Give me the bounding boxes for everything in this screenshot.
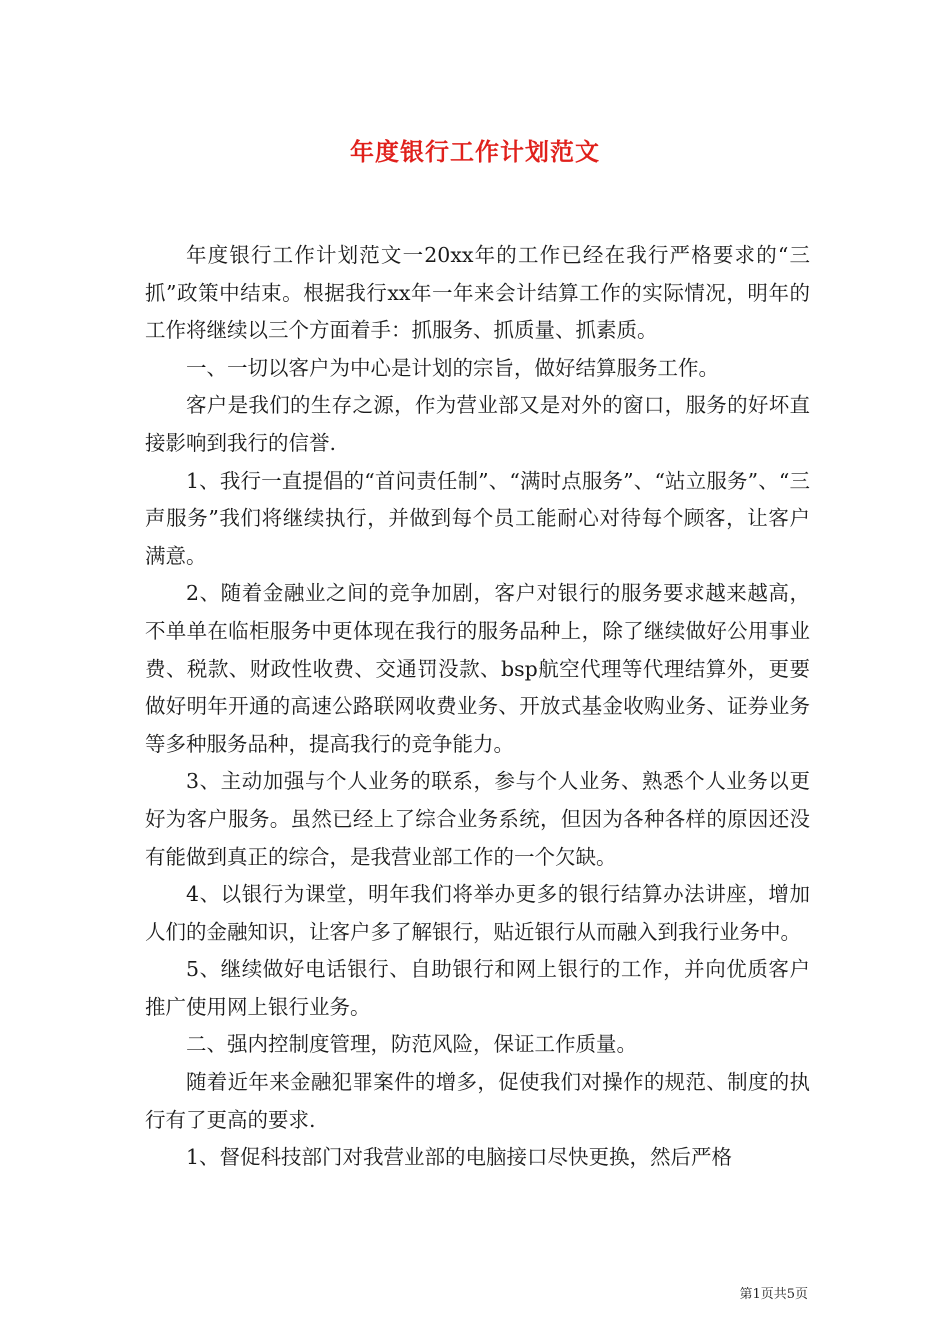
paragraph-section-2-item-1: 1、督促科技部门对我营业部的电脑接口尽快更换，然后严格 [186, 1145, 733, 1170]
paragraph-item-2: 2、随着金融业之间的竞争加剧，客户对银行的服务要求越来越高，不单单在临柜服务中更体现在我行的服务品种上，除了继续做好公用事业费、税款、财政性收费、交通罚没款、bsp航空代理等代理结算外，更要做好明年开通的高速公路联网收费业务、开放式基金收购业务、证券业务等多种服务品种，提高我行的竞争能力。 [145, 581, 810, 756]
paragraph-item-4: 4、以银行为课堂，明年我们将举办更多的银行结算办法讲座，增加人们的金融知识，让客户多了解银行，贴近银行从而融入到我行业务中。 [145, 882, 810, 944]
paragraph-section-1-heading: 一、一切以客户为中心是计划的宗旨，做好结算服务工作。 [186, 355, 719, 380]
document-title: 年度银行工作计划范文 [350, 137, 600, 166]
paragraph-risk: 随着近年来金融犯罪案件的增多，促使我们对操作的规范、制度的执行有了更高的要求. [145, 1070, 810, 1132]
paragraph-item-3: 3、主动加强与个人业务的联系，参与个人业务、熟悉个人业务以更好为客户服务。虽然已经上了综合业务系统，但因为各种各样的原因还没有能做到真正的综合，是我营业部工作的一个欠缺。 [145, 769, 810, 869]
paragraph-item-5: 5、继续做好电话银行、自助银行和网上银行的工作，并向优质客户推广使用网上银行业务。 [145, 957, 810, 1019]
paragraph-item-1: 1、我行一直提倡的“首问责任制”、“满时点服务”、“站立服务”、“三声服务”我们将继续执行，并做到每个员工能耐心对待每个顾客，让客户满意。 [145, 468, 810, 568]
paragraph-intro: 年度银行工作计划范文一20xx年的工作已经在我行严格要求的“三抓”政策中结束。根据我行xx年一年来会计结算工作的实际情况，明年的工作将继续以三个方面着手：抓服务、抓质量、抓素质。 [145, 243, 810, 343]
paragraph-section-2-heading: 二、强内控制度管理，防范风险，保证工作质量。 [186, 1032, 637, 1057]
paragraph-customer: 客户是我们的生存之源，作为营业部又是对外的窗口，服务的好坏直接影响到我行的信誉. [145, 393, 810, 455]
page-number-label: 第1页共5页 [739, 1287, 808, 1302]
page-number-footer [739, 1283, 808, 1302]
document-body [145, 237, 810, 1177]
